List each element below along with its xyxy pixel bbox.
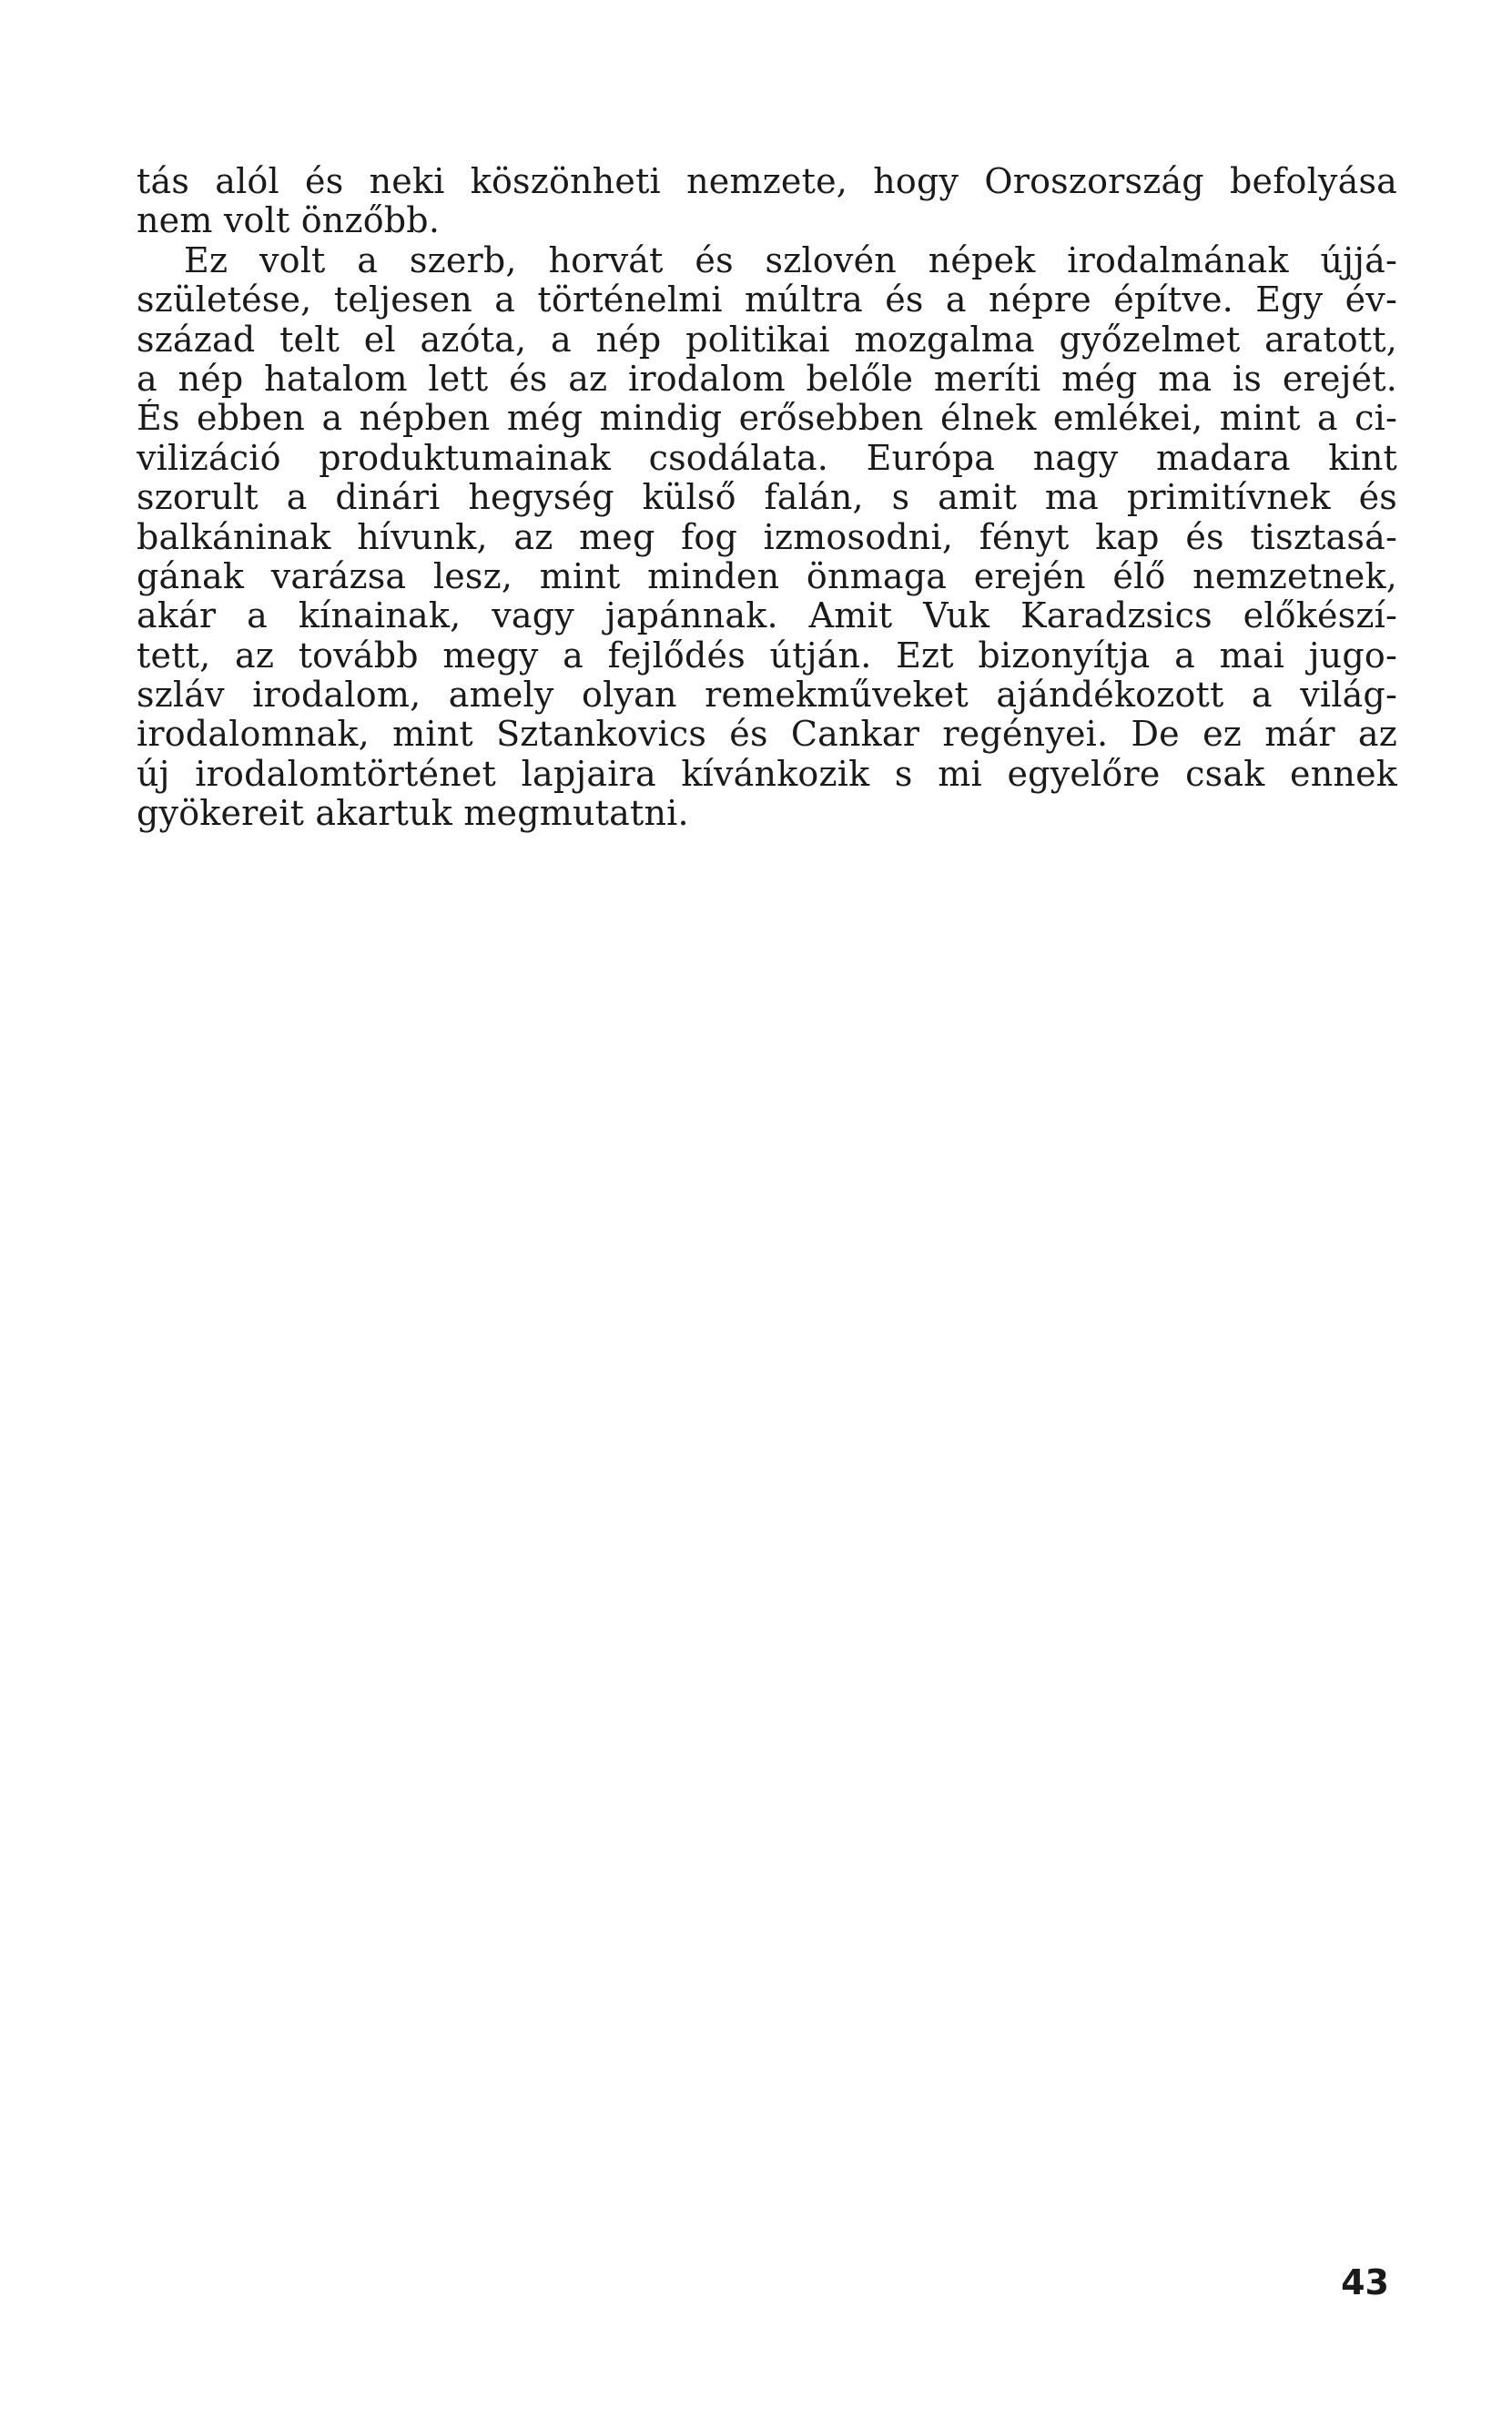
text-line: a nép hatalom lett és az irodalom belőle meríti még ma is erejét.	[137, 359, 1397, 399]
text-line: nem volt önzőbb.	[137, 201, 441, 241]
text-line: akár a kínainak, vagy japánnak. Amit Vuk Karadzsics előkészí-	[137, 596, 1397, 636]
text-line: szláv irodalom, amely olyan remekműveket ajándékozott a világ-	[137, 676, 1397, 716]
text-line: gyökereit akartuk megmutatni.	[137, 794, 689, 834]
text-line: szorult a dinári hegység külső falán, s amit ma primitívnek és	[137, 478, 1397, 518]
text-line: vilizáció produktumainak csodálata. Európa nagy madara kint	[137, 438, 1397, 478]
page-number: 43	[1341, 2262, 1389, 2302]
text-line: új irodalomtörténet lapjaira kívánkozik s mi egyelőre csak ennek	[137, 754, 1397, 794]
text-line: Ez volt a szerb, horvát és szlovén népek irodalmának újjá-	[184, 240, 1397, 280]
text-line: irodalomnak, mint Sztankovics és Cankar regényei. De ez már az	[137, 715, 1397, 755]
text-line: század telt el azóta, a nép politikai mozgalma győzelmet aratott,	[137, 320, 1397, 360]
text-line: tett, az tovább megy a fejlődés útján. Ezt bizonyítja a mai jugo-	[137, 635, 1397, 676]
body-text	[137, 162, 1397, 834]
text-line: gának varázsa lesz, mint minden önmaga erején élő nemzetnek,	[137, 556, 1397, 596]
text-line: És ebben a népben még mindig erősebben élnek emlékei, mint a ci-	[137, 399, 1397, 439]
text-line: születése, teljesen a történelmi múltra és a népre építve. Egy év-	[137, 280, 1397, 320]
text-line: tás alól és neki köszönheti nemzete, hogy Oroszország befolyása	[137, 162, 1397, 201]
text-line: balkáninak hívunk, az meg fog izmosodni, fényt kap és tisztasá-	[137, 517, 1397, 557]
